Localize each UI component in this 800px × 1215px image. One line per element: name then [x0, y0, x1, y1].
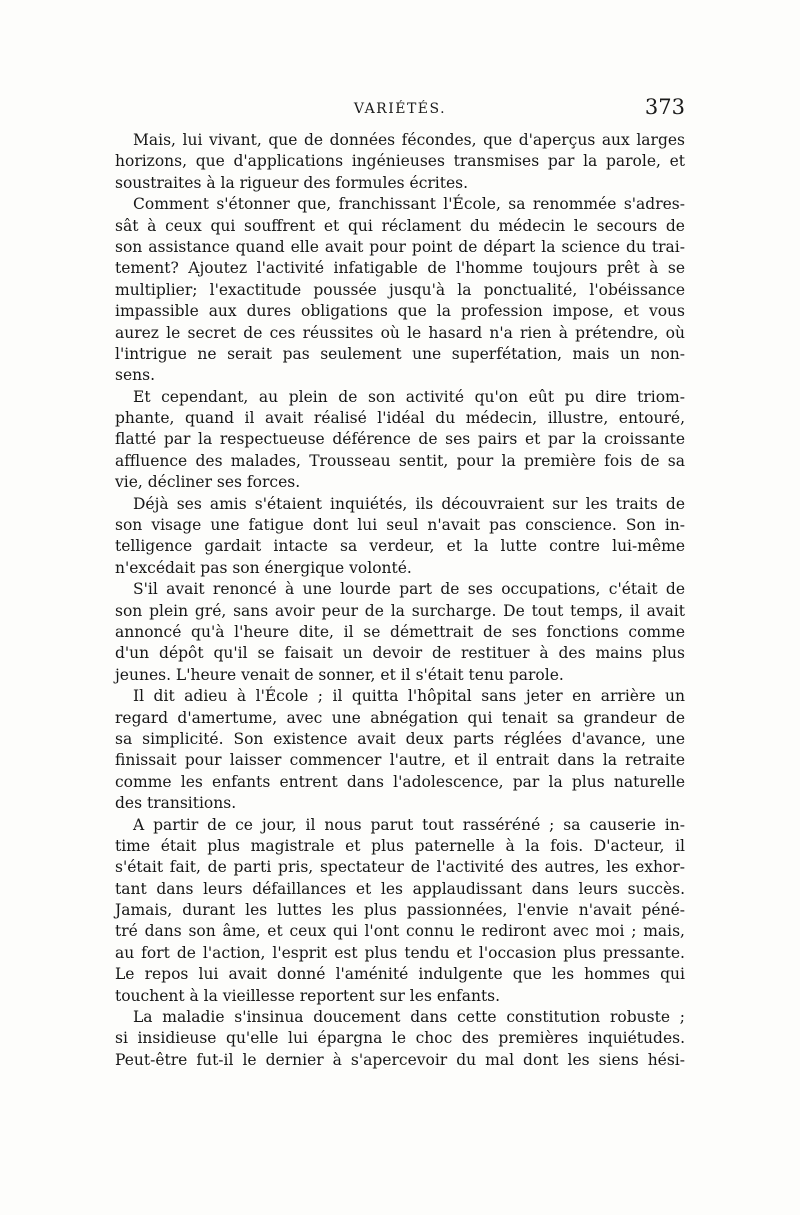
text-line: son visage une fatigue dont lui seul n'avait pas conscience. Son in-	[115, 516, 685, 535]
text-line: Et cependant, au plein de son activité qu'on eût pu dire triom-	[133, 387, 685, 406]
text-line: Il dit adieu à l'École ; il quitta l'hôpital sans jeter en arrière un	[133, 687, 685, 706]
text-line: affluence des malades, Trousseau sentit, pour la première fois de sa	[115, 451, 685, 470]
body-text	[115, 130, 685, 1071]
text-line: au fort de l'action, l'esprit est plus tendu et l'occasion plus pressante.	[115, 943, 685, 962]
text-line: jeunes. L'heure venait de sonner, et il s'était tenu parole.	[115, 665, 564, 684]
text-line: sa simplicité. Son existence avait deux parts réglées d'avance, une	[115, 729, 685, 748]
text-line: Comment s'étonner que, franchissant l'École, sa renommée s'adres-	[133, 195, 685, 214]
text-line: comme les enfants entrent dans l'adolescence, par la plus naturelle	[115, 772, 685, 791]
text-line: tant dans leurs défaillances et les applaudissant dans leurs succès.	[115, 879, 685, 898]
text-line: des transitions.	[115, 794, 237, 813]
text-line: son plein gré, sans avoir peur de la surcharge. De tout temps, il avait	[115, 601, 685, 620]
text-line: Mais, lui vivant, que de données fécondes, que d'aperçus aux larges	[133, 131, 685, 149]
text-line: tré dans son âme, et ceux qui l'ont connu le rediront avec moi ; mais,	[115, 922, 685, 941]
text-line: A partir de ce jour, il nous parut tout rasséréné ; sa causerie in-	[133, 815, 685, 834]
page-number: 373	[644, 95, 685, 119]
text-line: touchent à la vieillesse reportent sur les enfants.	[115, 986, 501, 1005]
text-line: telligence gardait intacte sa verdeur, et la lutte contre lui-même	[115, 537, 685, 556]
text-line: sens.	[115, 366, 155, 385]
text-line: vie, décliner ses forces.	[115, 473, 301, 492]
text-line: S'il avait renoncé à une lourde part de ses occupations, c'était de	[133, 580, 685, 599]
text-line: aurez le secret de ces réussites où le hasard n'a rien à prétendre, où	[115, 323, 685, 342]
text-line: Déjà ses amis s'étaient inquiétés, ils découvraient sur les traits de	[133, 494, 685, 513]
text-line: son assistance quand elle avait pour point de départ la science du trai-	[115, 237, 685, 256]
text-line: d'un dépôt qu'il se faisait un devoir de restituer à des mains plus	[115, 644, 685, 663]
text-line: finissait pour laisser commencer l'autre, et il entrait dans la retraite	[115, 751, 685, 770]
text-line: Peut-être fut-il le dernier à s'apercevoir du mal dont les siens hési-	[115, 1050, 685, 1069]
text-line: impassible aux dures obligations que la profession impose, et vous	[115, 302, 685, 321]
text-line: n'excédait pas son énergique volonté.	[115, 558, 412, 577]
text-line: regard d'amertume, avec une abnégation qui tenait sa grandeur de	[115, 708, 685, 727]
text-line: soustraites à la rigueur des formules écrites.	[115, 173, 469, 192]
text-line: s'était fait, de parti pris, spectateur de l'activité des autres, les exhor-	[115, 858, 685, 877]
text-line: Le repos lui avait donné l'aménité indulgente que les hommes qui	[115, 965, 685, 984]
text-line: sât à ceux qui souffrent et qui réclament du médecin le secours de	[115, 216, 685, 235]
text-line: multiplier; l'exactitude poussée jusqu'à la ponctualité, l'obéissance	[115, 280, 685, 299]
text-line: annoncé qu'à l'heure dite, il se démettrait de ses fonctions comme	[115, 622, 685, 641]
text-line: l'intrigue ne serait pas seulement une superfétation, mais un non-	[115, 344, 685, 363]
text-line: La maladie s'insinua doucement dans cette constitution robuste ;	[133, 1008, 685, 1027]
text-line: flatté par la respectueuse déférence de ses pairs et par la croissante	[115, 430, 685, 449]
text-line: tement? Ajoutez l'activité infatigable de l'homme toujours prêt à se	[115, 259, 685, 278]
text-line: si insidieuse qu'elle lui épargna le choc des premières inquiétudes.	[115, 1029, 685, 1048]
text-line: horizons, que d'applications ingénieuses transmises par la parole, et	[115, 152, 685, 171]
running-title: VARIÉTÉS.	[353, 101, 447, 117]
text-line: Jamais, durant les luttes les plus passionnées, l'envie n'avait péné-	[115, 901, 685, 920]
text-line: phante, quand il avait réalisé l'idéal du médecin, illustre, entouré,	[115, 409, 685, 428]
page-header	[115, 95, 685, 125]
text-line: time était plus magistrale et plus paternelle à la fois. D'acteur, il	[115, 836, 685, 855]
